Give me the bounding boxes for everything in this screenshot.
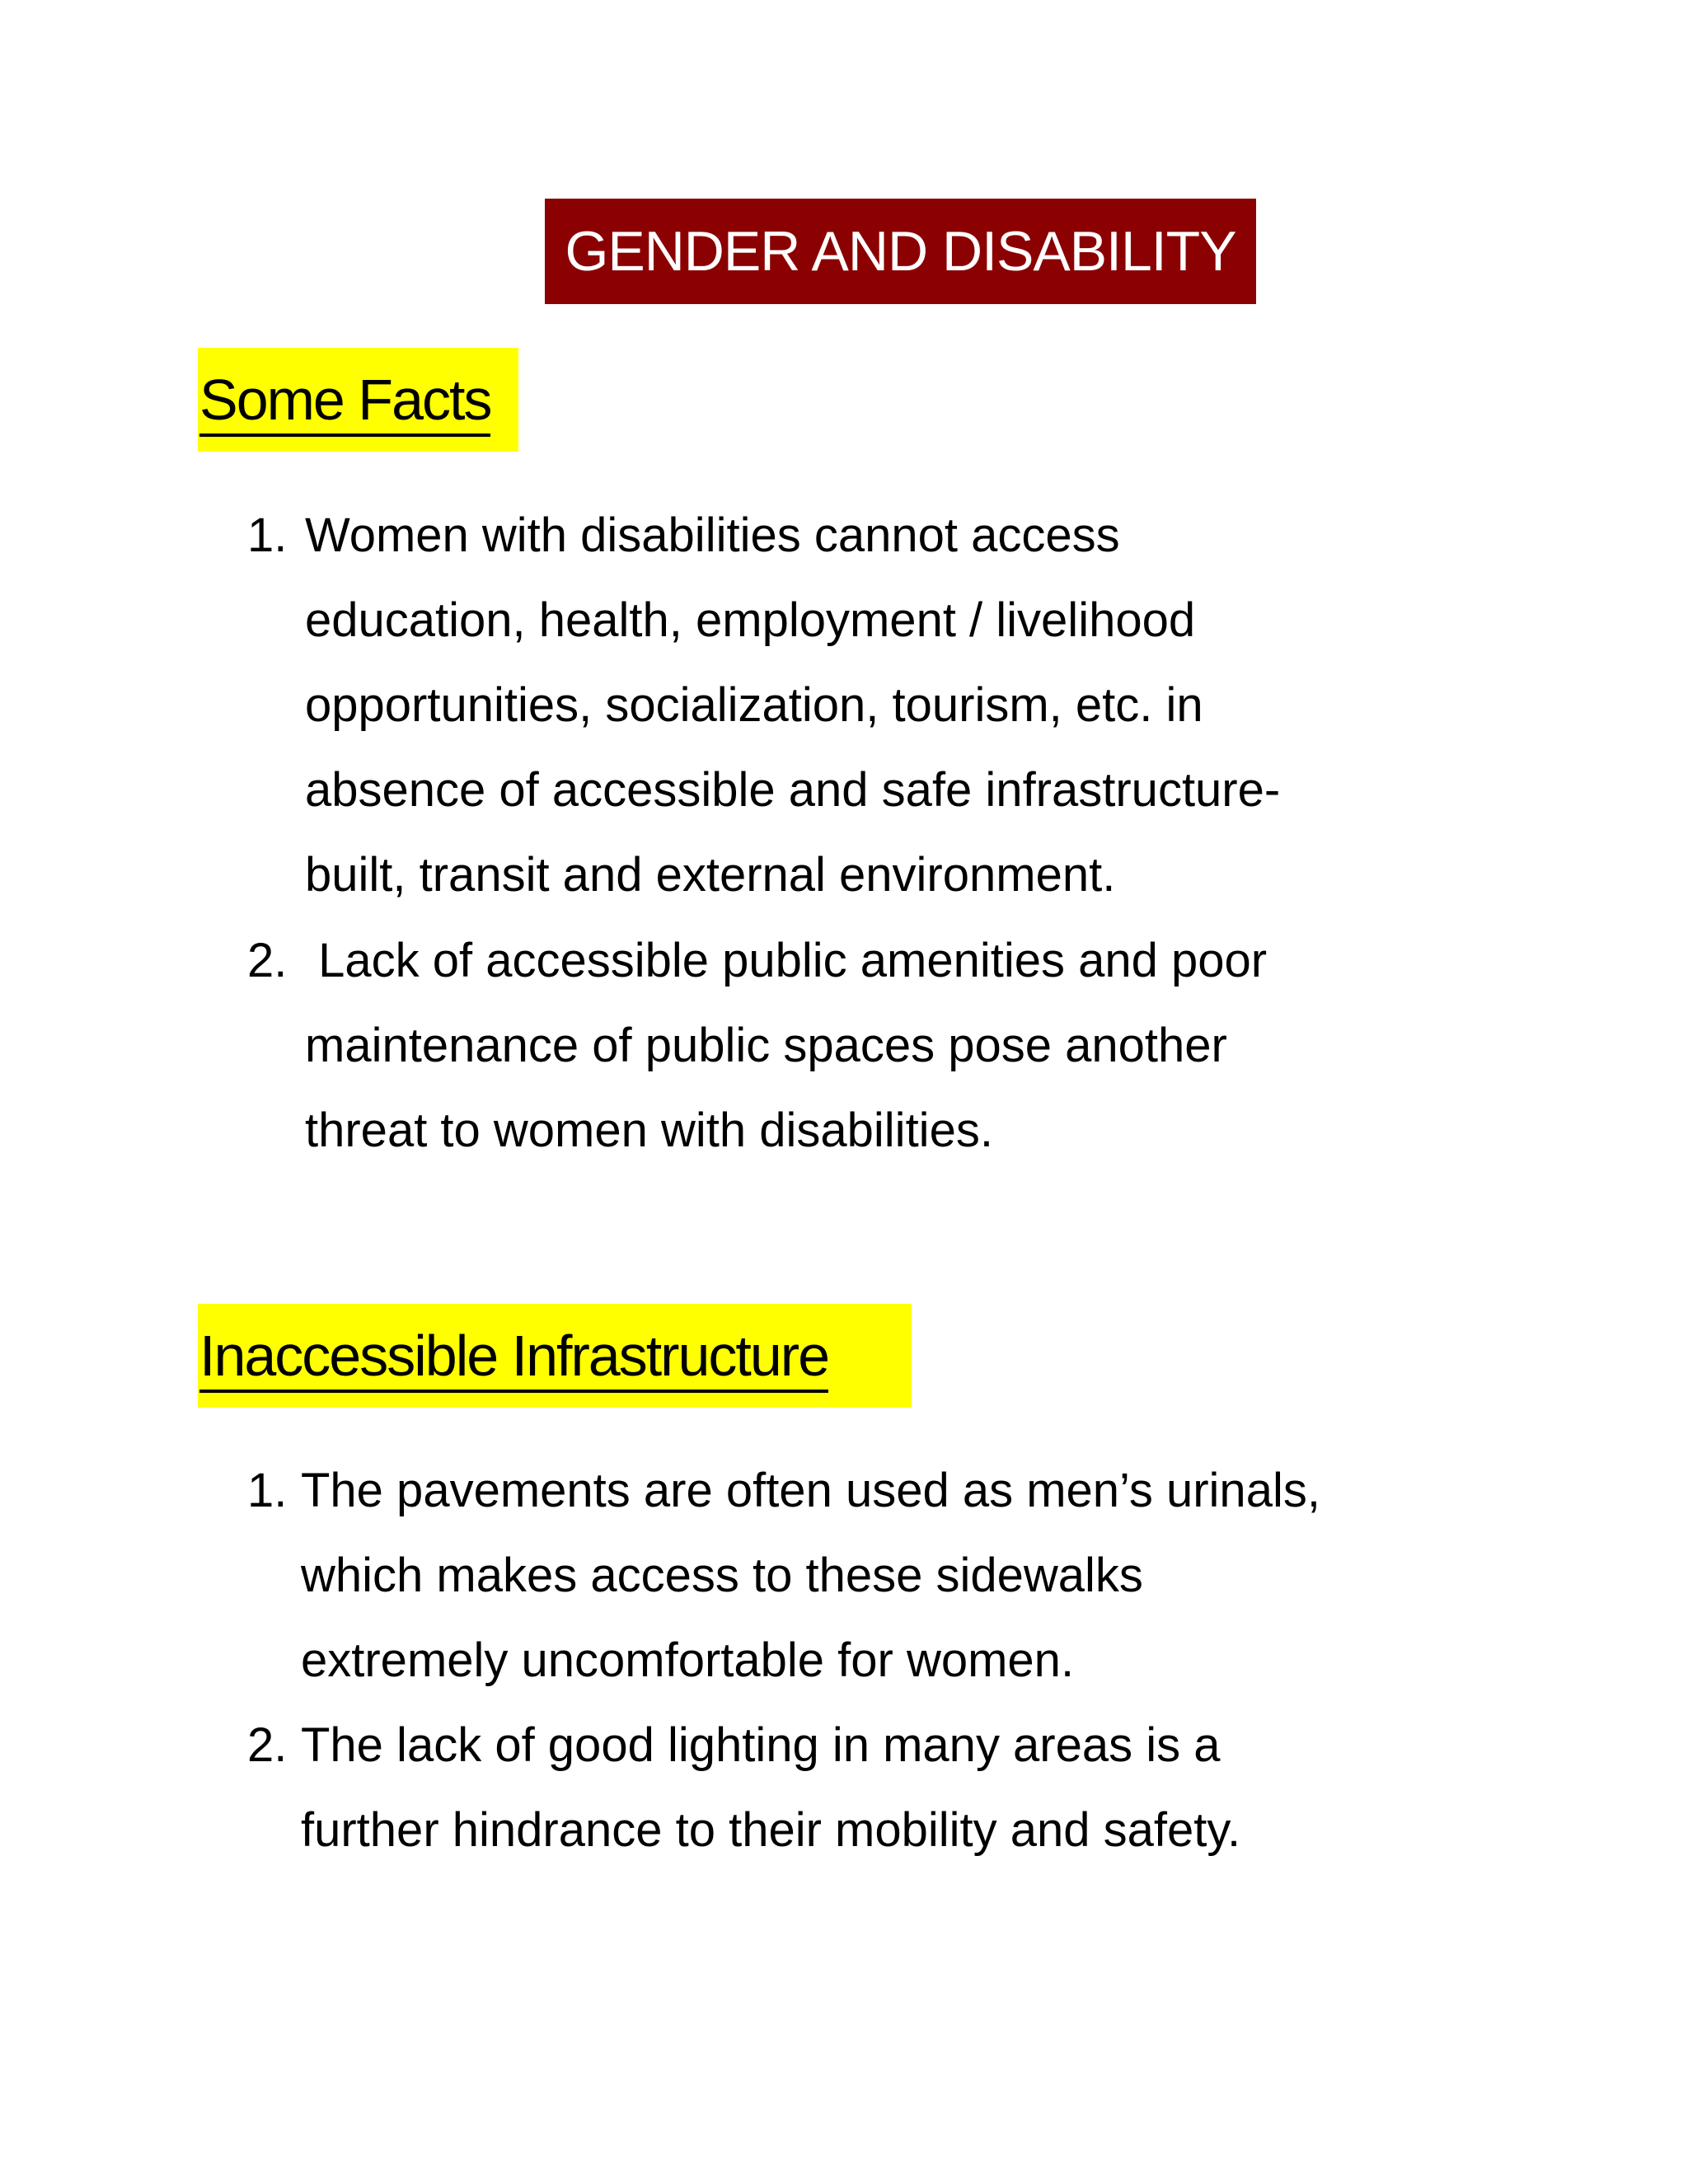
text-line: opportunities, socialization, tourism, etc. in [305, 678, 1203, 732]
text-line: maintenance of public spaces pose another [305, 1019, 1227, 1072]
text-line: which makes access to these sidewalks [301, 1549, 1143, 1602]
text-line: The lack of good lighting in many areas is a [301, 1718, 1221, 1772]
text-line: extremely uncomfortable for women. [301, 1633, 1075, 1687]
text-line: threat to women with disabilities. [305, 1104, 993, 1157]
section-heading-inaccessible-infrastructure [198, 1304, 912, 1408]
section-heading-some-facts [198, 348, 518, 452]
text-line: education, health, employment / livelihood [305, 593, 1196, 647]
list-item-number: 2. [247, 1718, 288, 1772]
document-title: GENDER AND DISABILITY [545, 199, 1256, 304]
list-item-text [301, 1448, 1471, 1703]
text-line: Lack of accessible public amenities and poor [305, 934, 1268, 987]
text-line: Women with disabilities cannot access [305, 509, 1120, 562]
section-heading-text: Some Facts [199, 368, 490, 437]
text-line: The pavements are often used as men’s urinals, [301, 1464, 1320, 1517]
list-item-number: 2. [247, 934, 288, 987]
list-item-number: 1. [247, 509, 288, 562]
text-line: absence of accessible and safe infrastructure- [305, 763, 1281, 817]
list-item-text [305, 493, 1442, 917]
section-heading-text: Inaccessible Infrastructure [199, 1324, 828, 1393]
text-line: built, transit and external environment. [305, 848, 1116, 902]
list-item-text [305, 918, 1442, 1173]
list-item-number: 1. [247, 1464, 288, 1517]
text-line: further hindrance to their mobility and safety. [301, 1803, 1241, 1857]
list-item-text [301, 1703, 1471, 1872]
